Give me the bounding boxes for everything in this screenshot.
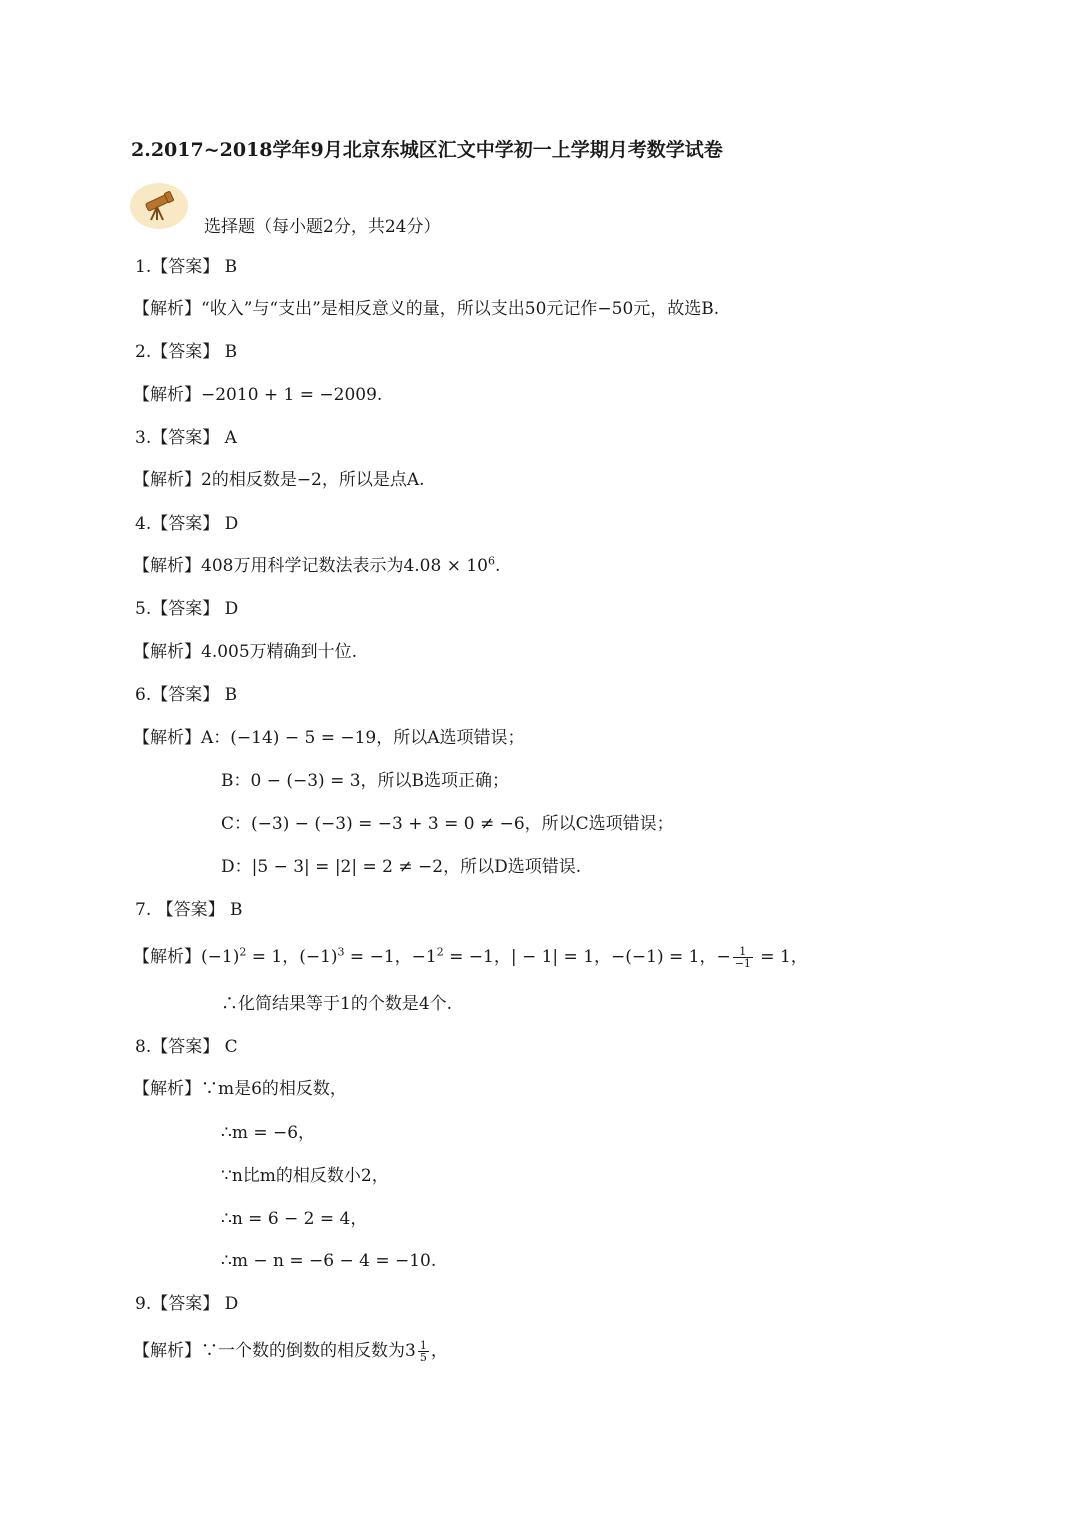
analysis-text: 2的相反数是−2，所以是点A. — [201, 470, 425, 490]
analysis-continuation: D：|5 − 3| = |2| = 2 ≠ −2，所以D选项错误. — [221, 857, 582, 877]
analysis-line — [133, 1078, 347, 1100]
answer-label: 【答案】 — [151, 1294, 220, 1314]
item-number: 5. — [135, 599, 152, 619]
analysis-line — [133, 946, 808, 969]
exponent: 2 — [436, 945, 444, 959]
analysis-text: = 1，(−1) — [246, 947, 338, 967]
exponent: 6 — [487, 554, 495, 568]
analysis-continuation: ∵n比m的相反数小2， — [221, 1166, 389, 1186]
exponent: 2 — [239, 945, 247, 959]
answer-line — [135, 1293, 238, 1315]
item-number: 7. — [135, 900, 152, 920]
analysis-continuation: ∴化简结果等于1的个数是4个. — [221, 994, 453, 1014]
analysis-text: 4.005万精确到十位. — [201, 642, 358, 662]
analysis-label: 【解析】 — [133, 299, 201, 319]
analysis-continuation: ∴n = 6 − 2 = 4， — [221, 1209, 368, 1229]
analysis-text: = 1， — [754, 947, 808, 967]
analysis-label: 【解析】 — [133, 947, 201, 967]
fraction — [418, 1340, 429, 1363]
answer-value: B — [230, 900, 243, 920]
section-title: 选择题（每小题2分，共24分） — [204, 217, 441, 237]
answer-value: C — [224, 1037, 238, 1057]
analysis-label: 【解析】 — [133, 728, 201, 748]
answer-label: 【答案】 — [151, 599, 220, 619]
analysis-label: 【解析】 — [133, 1079, 201, 1099]
analysis-text: = −1，| − 1| = 1，−(−1) = 1，− — [443, 947, 731, 967]
answer-line — [135, 1036, 238, 1058]
analysis-label: 【解析】 — [133, 470, 201, 490]
answer-line — [135, 899, 243, 921]
fraction-numerator: 1 — [419, 1339, 427, 1352]
analysis-label: 【解析】 — [133, 1341, 201, 1361]
answer-line — [135, 598, 238, 620]
analysis-label: 【解析】 — [133, 556, 201, 576]
answer-label: 【答案】 — [151, 514, 220, 534]
analysis-continuation: B：0 − (−3) = 3，所以B选项正确； — [221, 771, 510, 791]
answer-value: D — [224, 514, 239, 534]
item-number: 9. — [135, 1294, 152, 1314]
analysis-text: . — [494, 556, 501, 576]
fraction-denominator: 5 — [419, 1351, 427, 1364]
analysis-text: ， — [430, 1341, 448, 1361]
analysis-text: ∵m是6的相反数， — [201, 1079, 347, 1099]
item-number: 1. — [135, 257, 152, 277]
analysis-line — [133, 469, 425, 491]
analysis-line — [133, 1340, 448, 1363]
analysis-text: −2010 + 1 = −2009. — [201, 385, 383, 405]
answer-label: 【答案】 — [156, 900, 225, 920]
telescope-icon — [140, 189, 178, 223]
fraction-numerator: 1 — [733, 946, 753, 958]
answer-value: B — [224, 342, 238, 362]
analysis-text: A：(−14) − 5 = −19，所以A选项错误； — [201, 728, 525, 748]
analysis-continuation: ∴m = −6， — [221, 1123, 316, 1143]
item-number: 4. — [135, 514, 152, 534]
fraction — [733, 946, 753, 969]
analysis-text: ∵一个数的倒数的相反数为3 — [201, 1341, 416, 1361]
analysis-text: (−1) — [201, 947, 240, 967]
telescope-badge — [130, 183, 188, 229]
answer-line — [135, 684, 237, 706]
answer-value: D — [224, 1294, 239, 1314]
answer-line — [135, 427, 237, 449]
answer-line — [135, 513, 238, 535]
answer-label: 【答案】 — [151, 428, 220, 448]
answer-value: A — [224, 428, 237, 448]
answer-label: 【答案】 — [151, 342, 220, 362]
fraction-denominator: −1 — [734, 957, 751, 970]
analysis-label: 【解析】 — [133, 642, 201, 662]
analysis-text: 408万用科学记数法表示为4.08 × 10 — [201, 556, 488, 576]
analysis-continuation: ∴m − n = −6 − 4 = −10. — [221, 1251, 437, 1271]
item-number: 6. — [135, 685, 152, 705]
analysis-line — [133, 727, 525, 749]
analysis-continuation: C：(−3) − (−3) = −3 + 3 = 0 ≠ −6，所以C选项错误； — [221, 814, 674, 834]
analysis-line — [133, 384, 382, 406]
answer-label: 【答案】 — [151, 1037, 220, 1057]
analysis-line — [133, 298, 719, 320]
answer-label: 【答案】 — [151, 257, 220, 277]
analysis-text: = −1，−1 — [344, 947, 437, 967]
analysis-label: 【解析】 — [133, 385, 201, 405]
item-number: 3. — [135, 428, 152, 448]
analysis-line — [133, 641, 357, 663]
page-title: 2.2017~2018学年9月北京东城区汇文中学初一上学期月考数学试卷 — [131, 139, 723, 161]
item-number: 2. — [135, 342, 152, 362]
answer-label: 【答案】 — [151, 685, 220, 705]
analysis-text: “收入”与“支出”是相反意义的量，所以支出50元记作−50元，故选B. — [201, 299, 720, 319]
item-number: 8. — [135, 1037, 152, 1057]
answer-value: B — [224, 685, 238, 705]
exponent: 3 — [337, 945, 345, 959]
answer-line — [135, 256, 237, 278]
answer-line — [135, 341, 237, 363]
analysis-line — [133, 555, 500, 577]
answer-value: B — [224, 257, 238, 277]
answer-value: D — [224, 599, 239, 619]
